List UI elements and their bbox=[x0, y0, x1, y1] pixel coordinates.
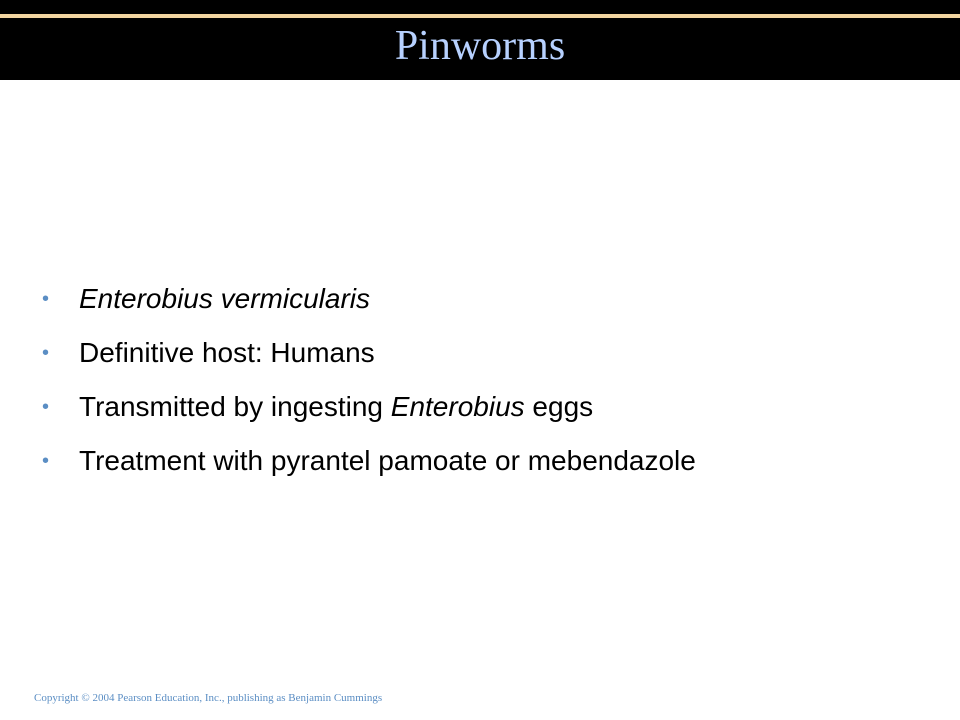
bullet-icon: • bbox=[42, 396, 50, 418]
bullet-item-2 bbox=[40, 332, 940, 386]
bullet-icon: • bbox=[42, 342, 50, 364]
bullet-list bbox=[40, 278, 940, 494]
bullet-item-1 bbox=[40, 278, 940, 332]
bullet-text: Definitive host: Humans bbox=[79, 337, 375, 368]
bullet-text: Treatment with pyrantel pamoate or mebendazole bbox=[79, 445, 696, 476]
slide-title: Pinworms bbox=[394, 23, 566, 69]
bullet-text-italic: Enterobius bbox=[390, 391, 525, 422]
bullet-item-4 bbox=[40, 440, 940, 494]
bullet-text-part: eggs bbox=[524, 391, 594, 422]
bullet-text-part: Transmitted by ingesting bbox=[79, 391, 391, 422]
copyright-footer: Copyright © 2004 Pearson Education, Inc., publishing as Benjamin Cummings bbox=[34, 692, 383, 704]
bullet-icon: • bbox=[42, 288, 50, 310]
bullet-text: Enterobius vermicularis bbox=[79, 283, 370, 314]
bullet-item-3 bbox=[40, 386, 940, 440]
title-bar bbox=[0, 0, 960, 80]
bullet-icon: • bbox=[42, 450, 50, 472]
